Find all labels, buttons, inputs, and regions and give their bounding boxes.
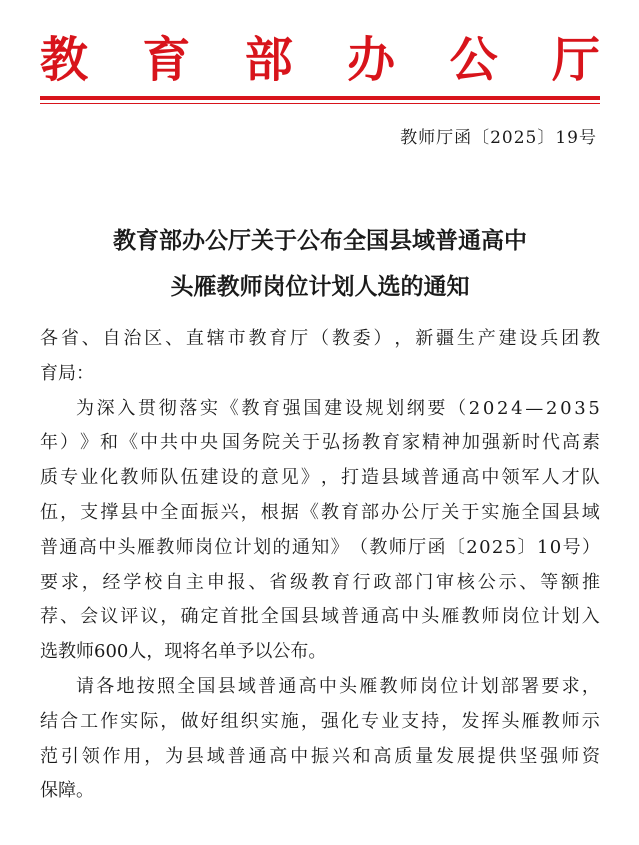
notice-title [40, 218, 600, 310]
red-divider-thick [40, 96, 600, 100]
masthead-char: 厅 [551, 32, 600, 88]
addressee-line: 各 省 、 自 治 区 、 直 辖 市 教 育 厅 （ 教 委 ） ， 新 疆 生 产 建 设 兵 团 教 [40, 328, 600, 349]
paragraph-1-line: 普 通 高 中 头 雁 教 师 岗 位 计 划 的 通 知 》 （ 教 师 厅 函 〔 2 0 2 5 〕 1 0 号 ） [40, 536, 600, 558]
notice-body [40, 322, 600, 809]
masthead-char: 育 [142, 32, 191, 88]
masthead-char: 公 [449, 32, 498, 88]
document-number: 教师厅函〔2025〕19号 [400, 128, 597, 148]
paragraph-1-line: 年 ） 》 和 《 中 共 中 央 国 务 院 关 于 弘 扬 教 育 家 精 神 加 强 新 时 代 高 素 [40, 432, 600, 454]
paragraph-2-line: 保障。 [40, 780, 94, 802]
paragraph-2-line: 范 引 领 作 用 ， 为 县 域 普 通 高 中 振 兴 和 高 质 量 发 展 提 供 坚 强 师 资 [40, 745, 600, 767]
title-line-1: 教育部办公厅关于公布全国县域普通高中 [113, 228, 527, 254]
paragraph-1-line: 要 求 ， 经 学 校 自 主 申 报 、 省 级 教 育 行 政 部 门 审 核 公 示 、 等 额 推 [40, 571, 600, 593]
paragraph-1-line: 为 深 入 贯 彻 落 实 《 教 育 强 国 建 设 规 划 纲 要 （ 2 0 2 4 — 2 0 3 5 [76, 397, 600, 419]
paragraph-2-line: 结 合 工 作 实 际 ， 做 好 组 织 实 施 ， 强 化 专 业 支 持 ， 发 挥 头 雁 教 师 示 [40, 710, 600, 732]
title-line-2: 头雁教师岗位计划人选的通知 [170, 274, 470, 300]
red-divider-thin [40, 103, 600, 104]
paragraph-2-line: 请 各 地 按 照 全 国 县 域 普 通 高 中 头 雁 教 师 岗 位 计 划 部 署 要 求 ， [76, 675, 600, 697]
masthead-char: 教 [40, 32, 89, 88]
paragraph-1-line: 选教师600人，现将名单予以公布。 [40, 641, 327, 663]
paragraph-1-line: 质 专 业 化 教 师 队 伍 建 设 的 意 见 》 ， 打 造 县 域 普 通 高 中 领 军 人 才 队 [40, 467, 600, 489]
masthead-char: 办 [347, 32, 396, 88]
paragraph-1-line: 伍 ， 支 撑 县 中 全 面 振 兴 ， 根 据 《 教 育 部 办 公 厅 关 于 实 施 全 国 县 域 [40, 501, 600, 523]
masthead-char: 部 [244, 32, 293, 88]
paragraph-1-line: 荐 、 会 议 评 议 ， 确 定 首 批 全 国 县 域 普 通 高 中 头 雁 教 师 岗 位 计 划 入 [40, 606, 600, 628]
addressee-line: 育局： [40, 362, 94, 384]
masthead-title [40, 30, 600, 90]
